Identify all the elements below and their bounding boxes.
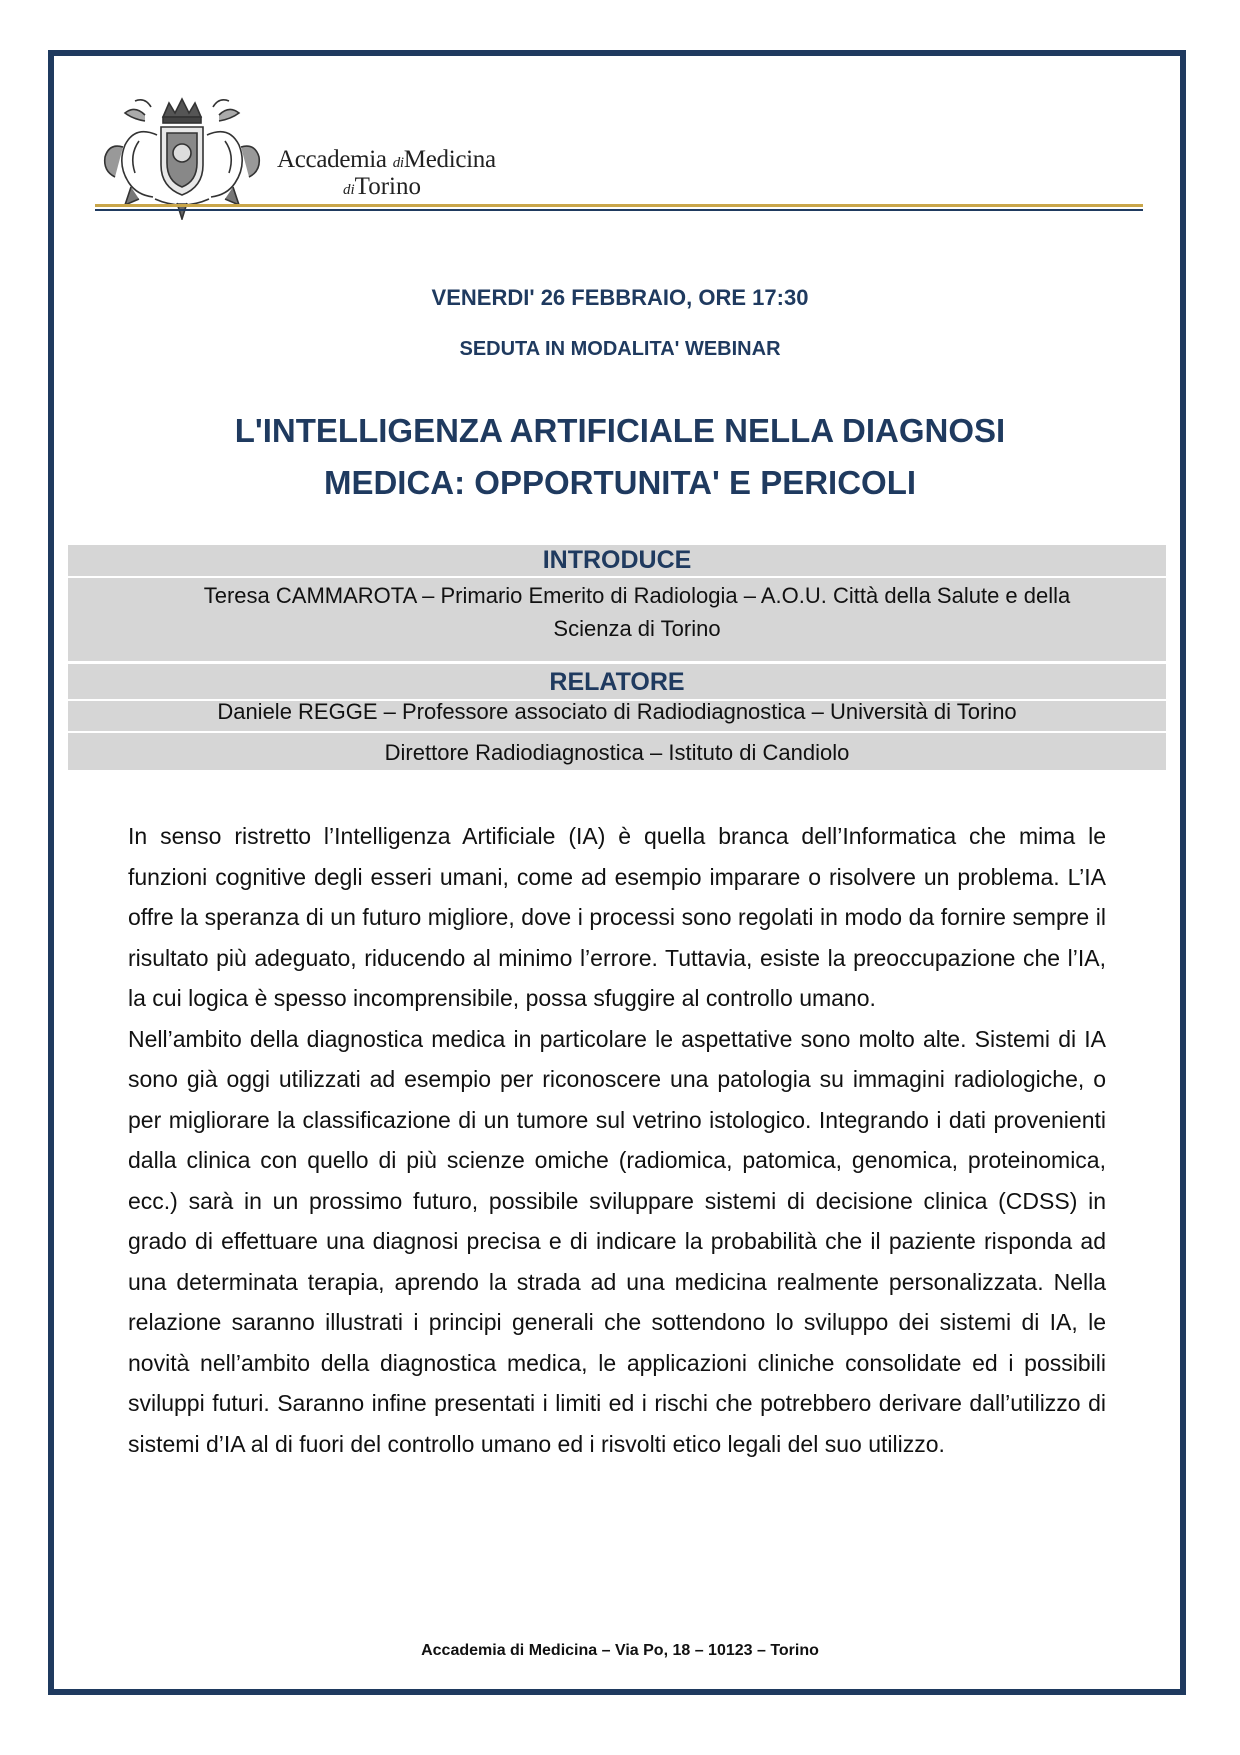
logo-word-torino: Torino — [354, 173, 421, 200]
abstract-paragraph-1: In senso ristretto l’Intelligenza Artificiale (IA) è quella branca dell’Informatica che mima le funzioni cognitive degli esseri umani, come ad esempio imparare o risolvere un problema. L’IA offre la speranza di un futuro migliore, dove i processi sono regolati in modo da fornire sempre il risultato più adeguato, riducendo al minimo l’errore. Tuttavia, esiste la preoccupazione che l’IA, la cui logica è spesso incomprensibile, possa sfuggire al controllo umano. — [128, 823, 1106, 1011]
abstract-text — [128, 816, 1106, 1464]
relatore-divider — [68, 731, 1166, 733]
introducer-line-2: Scienza di Torino — [553, 616, 721, 641]
event-title-line-1: L'INTELLIGENZA ARTIFICIALE NELLA DIAGNOSI — [234, 412, 1006, 449]
introducer-details — [108, 579, 1166, 645]
letterhead — [95, 95, 1143, 215]
footer-address: Accademia di Medicina – Via Po, 18 – 10123 – Torino — [421, 1642, 819, 1659]
relatore-line-2: Direttore Radiodiagnostica – Istituto di Candiolo — [384, 740, 850, 765]
event-date-time: VENERDI' 26 FEBBRAIO, ORE 17:30 — [431, 285, 809, 310]
relatore-line-1: Daniele REGGE – Professore associato di Radiodiagnostica – Università di Torino — [217, 699, 1017, 724]
header-gold-rule — [95, 204, 1143, 207]
academy-logo-text — [277, 147, 496, 199]
introducer-line-1: Teresa CAMMAROTA – Primario Emerito di Radiologia – A.O.U. Città della Salute e della — [203, 583, 1071, 608]
event-mode: SEDUTA IN MODALITA' WEBINAR — [459, 338, 781, 360]
coat-of-arms-icon — [95, 95, 270, 220]
relatore-label: RELATORE — [68, 661, 1166, 701]
abstract-paragraph-2: Nell’ambito della diagnostica medica in particolare le aspettative sono molto alte. Sistemi di IA sono già oggi utilizzati ad esempio per riconoscere una patologia su immagini radiologiche, o per migliorare la classificazione di un tumore sul vetrino istologico. Integrando i dati provenienti dalla clinica con quello di più scienze omiche (radiomica, patomica, genomica, proteinomica, ecc.) sarà in un prossimo futuro, possibile sviluppare sistemi di decisione clinica (CDSS) in grado di effettuare una diagnosi precisa e di indicare la probabilità che il paziente risponda ad una determinata terapia, aprendo la strada ad una medicina realmente personalizzata. Nella relazione saranno illustrati i principi generali che sottendono lo sviluppo dei sistemi di IA, le novità nell’ambito della diagnostica medica, le applicazioni cliniche consolidate ed i possibili sviluppi futuri. Saranno infine presentati i limiti ed i rischi che potrebbero derivare dall’utilizzo di sistemi d’IA al di fuori del controllo umano ed i risvolti etico legali del suo utilizzo. — [128, 1025, 1106, 1457]
logo-word-accademia: Accademia — [277, 146, 387, 173]
logo-word-medicina: Medicina — [403, 146, 496, 173]
header-navy-rule — [95, 209, 1143, 211]
event-title-line-2: MEDICA: OPPORTUNITA' E PERICOLI — [323, 464, 917, 501]
event-title — [90, 405, 1150, 509]
introduce-label: INTRODUCE — [68, 545, 1166, 578]
logo-word-di-2: di — [343, 182, 355, 198]
speakers-box — [68, 545, 1166, 770]
logo-word-di: di — [392, 155, 404, 171]
